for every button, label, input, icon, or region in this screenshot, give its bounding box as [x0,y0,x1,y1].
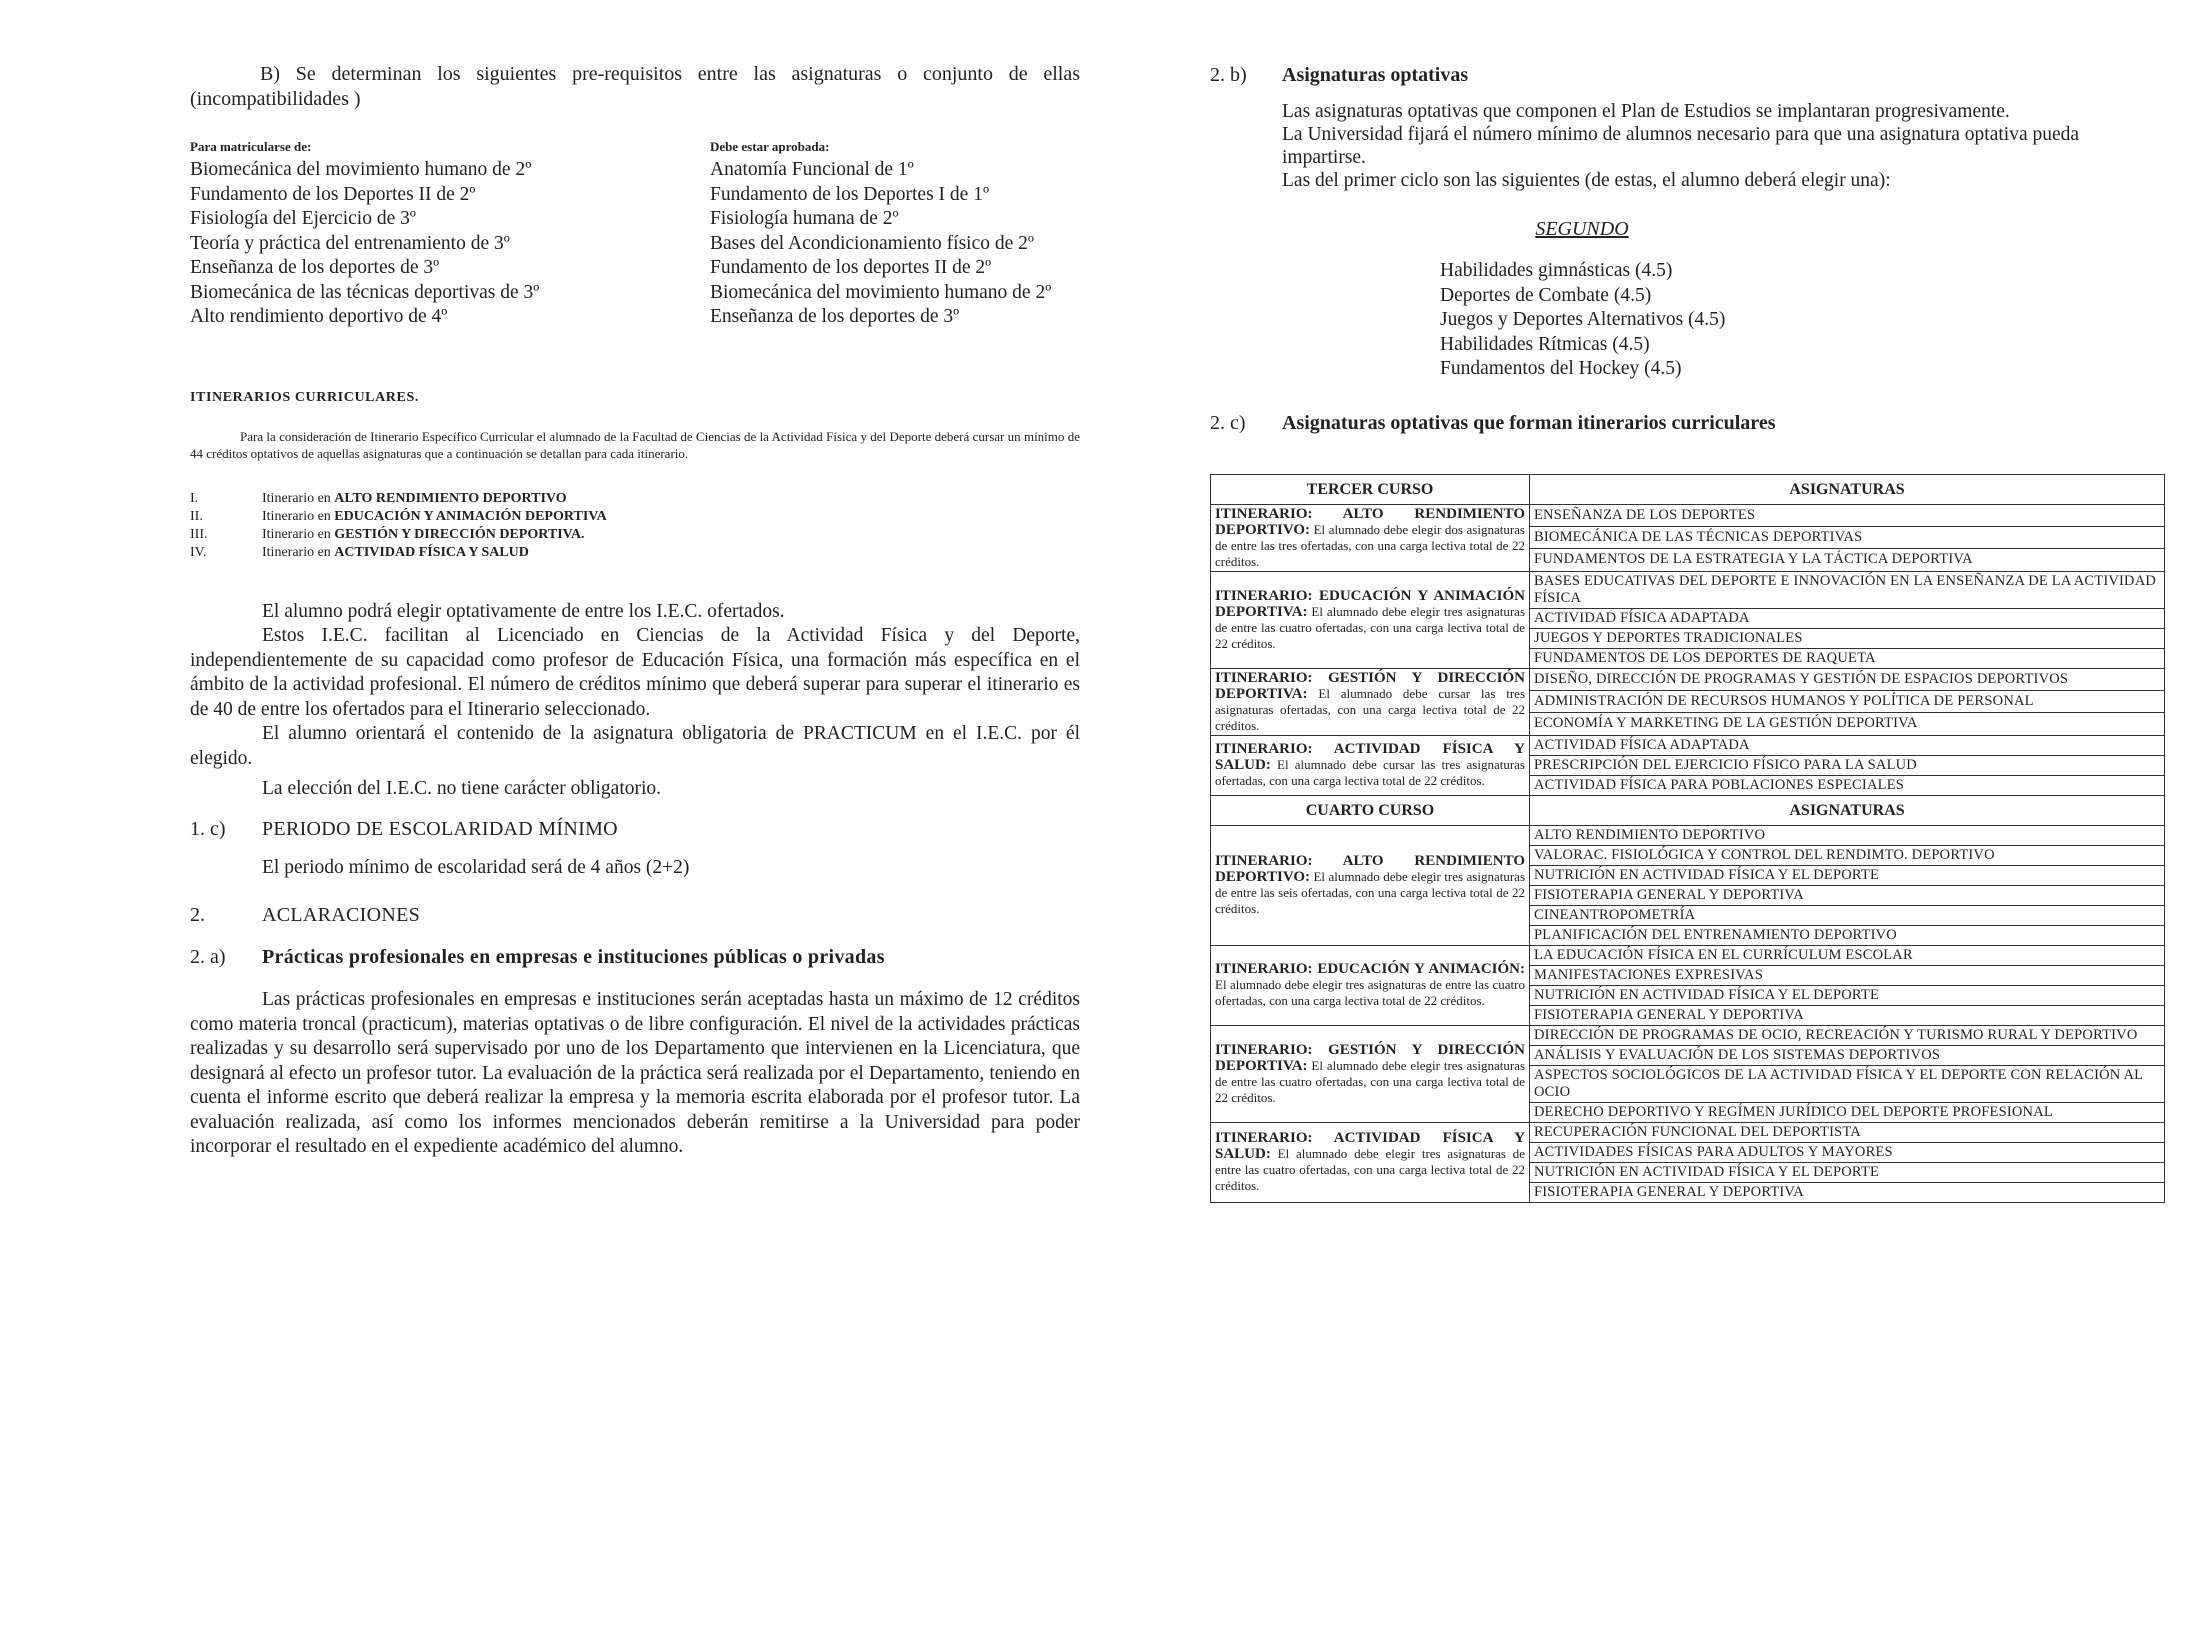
prereq-enroll-list [190,158,710,330]
subject-cell: NUTRICIÓN EN ACTIVIDAD FÍSICA Y EL DEPORTE [1530,865,2165,885]
prereq-enroll-item: Alto rendimiento deportivo de 4º [190,306,448,327]
subject-cell: DIRECCIÓN DE PROGRAMAS DE OCIO, RECREACIÓN Y TURISMO RURAL Y DEPORTIVO [1530,1025,2165,1045]
paragraph-practicum: El alumno orientará el contenido de la asignatura obligatoria de PRACTICUM en el I.E.C. por él elegido. [190,723,1080,769]
itinerary-label: ITINERARIO: EDUCACIÓN Y ANIMACIÓN DEPORTIVA: [1215,587,1525,620]
optativas-paragraphs [1210,100,2165,192]
subject-cell: ADMINISTRACIÓN DE RECURSOS HUMANOS Y POLÍTICA DE PERSONAL [1530,690,2165,712]
paragraph-practicas: Las prácticas profesionales en empresas e instituciones serán aceptadas hasta un máximo de 12 créditos como materia troncal (practicum), materias optativas o de libre configuración. El nivel de la actividades prácticas realizadas y su desarrollo será supervisado por uno de los Departamento que intervienen en la Licenciatura, que designará al efecto un profesor tutor. La evaluación de la práctica será realizada por el Departamento, teniendo en cuenta el informe escrito que deberá realizar la empresa y la memoria escrita elaborada por el profesor tutor. La evaluación realizada, así como los informes mencionados deberán remitirse a la Universidad para poder incorporar el resultado en el expediente académico del alumno. [190,989,1080,1157]
section-2c-heading [1210,410,2165,436]
prereq-header-enroll: Para matricularse de: [190,139,312,154]
section-number: 2. b) [1210,64,1247,86]
subject-cell: ASPECTOS SOCIOLÓGICOS DE LA ACTIVIDAD FÍSICA Y EL DEPORTE CON RELACIÓN AL OCIO [1530,1065,2165,1102]
subject-cell: PLANIFICACIÓN DEL ENTRENAMIENTO DEPORTIVO [1530,925,2165,945]
course-header: TERCER CURSO [1211,474,1530,504]
prereq-enroll-item: Biomecánica de las técnicas deportivas de 3º [190,281,540,303]
prereq-enroll-item: Fisiología del Ejercicio de 3º [190,208,416,229]
table-row [1211,735,2165,755]
left-page [190,62,1080,1160]
paragraph-iec-purpose: Estos I.E.C. facilitan al Licenciado en Ciencias de la Actividad Física y del Deporte, independientemente de su capacidad como profesor de Educación Física, una formación más específica en el ámbito de la actividad profesional. El número de créditos mínimo que deberá superar para superar el itinerario es de 40 de entre los ofertados para el Itinerario seleccionado. [190,625,1080,720]
subject-cell: FISIOTERAPIA GENERAL Y DEPORTIVA [1530,1005,2165,1025]
subject-cell: ENSEÑANZA DE LOS DEPORTES [1530,504,2165,526]
itinerary-cell [1211,735,1530,795]
table-row [1211,825,2165,845]
section-label: Asignaturas optativas que forman itinerarios curriculares [1282,411,1776,434]
itinerary-cell [1211,504,1530,571]
subject-cell: MANIFESTACIONES EXPRESIVAS [1530,965,2165,985]
subject-cell: LA EDUCACIÓN FÍSICA EN EL CURRÍCULUM ESCOLAR [1530,945,2165,965]
paragraph-first-cycle: Las del primer ciclo son las siguientes (de estas, el alumno deberá elegir una): [1282,170,1891,191]
section-number: 2. [190,904,205,926]
itinerary-prefix: Itinerario en [262,526,335,542]
itinerary-cell [1211,571,1530,668]
section-label: Asignaturas optativas [1282,64,1469,86]
table-row [1211,571,2165,608]
table-row [1211,1122,2165,1142]
optativa-item: Habilidades gimnásticas (4.5) [1440,260,1673,281]
course-header: CUARTO CURSO [1211,795,1530,825]
itinerary-text [262,544,529,562]
subject-cell: ANÁLISIS Y EVALUACIÓN DE LOS SISTEMAS DEPORTIVOS [1530,1045,2165,1065]
subject-cell: PRESCRIPCIÓN DEL EJERCICIO FÍSICO PARA LA SALUD [1530,755,2165,775]
itinerary-prefix: Itinerario en [262,508,335,524]
subjects-header: ASIGNATURAS [1530,474,2165,504]
section-label: ACLARACIONES [262,904,421,926]
section-1c-heading [190,816,1080,842]
prereq-approved-item: Fundamento de los deportes II de 2º [710,257,992,278]
itinerary-requirement: El alumnado debe elegir tres asignaturas de entre las seis ofertadas, con una carga lectiva total de 22 créditos. [1215,869,1525,916]
subject-cell: DERECHO DEPORTIVO Y REGÍMEN JURÍDICO DEL DEPORTE PROFESIONAL [1530,1102,2165,1122]
section-label: PERIODO DE ESCOLARIDAD MÍNIMO [262,817,618,840]
prereq-approved-item: Anatomía Funcional de 1º [710,159,914,180]
itinerary-requirement: El alumnado debe elegir dos asignaturas de entre las tres ofertadas, con una carga lectiva total de 22 créditos. [1215,521,1525,569]
subject-cell: BASES EDUCATIVAS DEL DEPORTE E INNOVACIÓN EN LA ENSEÑANZA DE LA ACTIVIDAD FÍSICA [1530,571,2165,608]
itinerary-prefix: Itinerario en [262,544,335,560]
itinerary-list-item [190,508,1080,526]
itinerary-requirement: El alumnado debe elegir tres asignaturas de entre las cuatro ofertadas, con una carga lectiva total de 22 créditos. [1215,1057,1525,1105]
itinerary-name: ACTIVIDAD FÍSICA Y SALUD [334,544,529,560]
prereq-enroll-item: Biomecánica del movimiento humano de 2º [190,159,532,180]
segundo-heading: SEGUNDO [1535,218,1629,240]
itinerary-cell [1211,1122,1530,1202]
itinerary-label: ITINERARIO: ACTIVIDAD FÍSICA Y SALUD: [1215,741,1525,773]
prereq-approved-item: Bases del Acondicionamiento físico de 2º [710,232,1034,254]
itinerary-requirement: El alumnado debe elegir tres asignaturas de entre las cuatro ofertadas, con una carga lectiva total de 22 créditos. [1215,1146,1525,1193]
subject-cell: JUEGOS Y DEPORTES TRADICIONALES [1530,628,2165,648]
section-2-heading [190,902,1080,928]
prereq-approved-item: Enseñanza de los deportes de 3º [710,306,960,327]
subject-cell: ECONOMÍA Y MARKETING DE LA GESTIÓN DEPORTIVA [1530,713,2165,735]
section-number: 2. a) [190,946,226,968]
itinerary-name: GESTIÓN Y DIRECCIÓN DEPORTIVA. [334,526,585,542]
subject-cell: FISIOTERAPIA GENERAL Y DEPORTIVA [1530,1182,2165,1202]
itinerary-cell [1211,945,1530,1025]
prereq-enroll-item: Fundamento de los Deportes II de 2º [190,183,476,205]
table-row [1211,1025,2165,1045]
optativa-item: Fundamentos del Hockey (4.5) [1440,358,1682,379]
itinerary-label: ITINERARIO: ALTO RENDIMIENTO DEPORTIVO: [1215,505,1525,538]
right-page [1210,62,2165,1203]
subject-cell: FUNDAMENTOS DE LOS DEPORTES DE RAQUETA [1530,648,2165,668]
subject-cell: NUTRICIÓN EN ACTIVIDAD FÍSICA Y EL DEPORTE [1530,1162,2165,1182]
itinerary-list-item [190,526,1080,544]
paragraph-min-students: La Universidad fijará el número mínimo de alumnos necesario para que una asignatura optativa pueda impartirse. [1282,124,2080,168]
section-number: 1. c) [190,817,226,840]
section-2b-heading [1210,62,2165,88]
prereq-approved-list [710,158,1080,330]
subject-cell: NUTRICIÓN EN ACTIVIDAD FÍSICA Y EL DEPORTE [1530,985,2165,1005]
itineraries-list [190,490,1080,562]
itinerary-number: III. [190,526,208,542]
itinerary-list-item [190,544,1080,562]
optativa-item: Juegos y Deportes Alternativos (4.5) [1440,309,1726,330]
section-label: Prácticas profesionales en empresas e instituciones públicas o privadas [262,946,885,968]
itineraries-table [1210,474,2165,1203]
itinerary-label: ITINERARIO: ALTO RENDIMIENTO DEPORTIVO: [1215,853,1525,885]
subject-cell: CINEANTROPOMETRÍA [1530,905,2165,925]
section-2a-heading [190,944,1080,970]
itinerary-name: EDUCACIÓN Y ANIMACIÓN DEPORTIVA [334,508,607,524]
subject-cell: FUNDAMENTOS DE LA ESTRATEGIA Y LA TÁCTICA DEPORTIVA [1530,549,2165,571]
prereq-approved-item: Fisiología humana de 2º [710,208,899,229]
itinerary-list-item [190,490,1080,508]
itinerary-number: II. [190,508,203,524]
optativa-item: Habilidades Rítmicas (4.5) [1440,333,1650,355]
prereq-table [190,138,1080,330]
prereq-approved-item: Fundamento de los Deportes I de 1º [710,183,989,205]
prereq-intro: B) Se determinan los siguientes pre-requisitos entre las asignaturas o conjunto de ellas (incompatibilidades ) [190,63,1080,110]
itinerary-requirement: El alumnado debe elegir tres asignaturas de entre las cuatro ofertadas, con una carga lectiva total de 22 créditos. [1215,603,1525,651]
paragraph-progressive: Las asignaturas optativas que componen el Plan de Estudios se implantaran progresivamente. [1282,101,2010,122]
subject-cell: ACTIVIDAD FÍSICA PARA POBLACIONES ESPECIALES [1530,775,2165,795]
itineraries-description: Para la consideración de Itinerario Específico Curricular el alumnado de la Facultad de Ciencias de la Actividad Física y del Deporte deberá cursar un mínimo de 44 créditos optativos de aquellas asignaturas que a continuación se detallan para cada itinerario. [190,428,1080,461]
itinerary-name: ALTO RENDIMIENTO DEPORTIVO [334,490,567,506]
itinerary-number: I. [190,490,199,506]
table-header-row [1211,795,2165,825]
table-header-row [1211,474,2165,504]
prereq-enroll-item: Teoría y práctica del entrenamiento de 3º [190,232,510,254]
table-row [1211,504,2165,526]
prereq-column-approved [710,138,1080,330]
subject-cell: ALTO RENDIMIENTO DEPORTIVO [1530,825,2165,845]
subject-cell: FISIOTERAPIA GENERAL Y DEPORTIVA [1530,885,2165,905]
subject-cell: ACTIVIDAD FÍSICA ADAPTADA [1530,608,2165,628]
itinerary-cell [1211,1025,1530,1122]
itinerary-prefix: Itinerario en [262,490,335,506]
itinerary-cell [1211,668,1530,735]
table-row [1211,668,2165,690]
itinerary-label: ITINERARIO: GESTIÓN Y DIRECCIÓN DEPORTIVA: [1215,669,1525,702]
subject-cell: VALORAC. FISIOLÓGICA Y CONTROL DEL RENDIMTO. DEPORTIVO [1530,845,2165,865]
itineraries-title: ITINERARIOS CURRICULARES. [190,389,419,405]
subject-cell: ACTIVIDADES FÍSICAS PARA ADULTOS Y MAYORES [1530,1142,2165,1162]
subjects-header: ASIGNATURAS [1530,795,2165,825]
itinerary-requirement: El alumnado debe cursar las tres asignaturas ofertadas, con una carga lectiva total de 22 créditos. [1215,757,1525,788]
itinerary-label: ITINERARIO: ACTIVIDAD FÍSICA Y SALUD: [1215,1130,1525,1162]
prereq-column-enroll [190,138,710,330]
iec-paragraphs [190,600,1080,802]
paragraph-iec-optional: La elección del I.E.C. no tiene carácter obligatorio. [262,778,662,799]
subject-cell: RECUPERACIÓN FUNCIONAL DEL DEPORTISTA [1530,1122,2165,1142]
optativas-list [1440,259,2165,382]
subject-cell: BIOMECÁNICA DE LAS TÉCNICAS DEPORTIVAS [1530,526,2165,548]
itinerary-label: ITINERARIO: EDUCACIÓN Y ANIMACIÓN: [1215,961,1525,977]
itinerary-requirement: El alumnado debe elegir tres asignaturas de entre las cuatro ofertadas, con una carga lectiva total de 22 créditos. [1215,977,1525,1008]
itinerary-text [262,490,567,508]
optativa-item: Deportes de Combate (4.5) [1440,284,1652,306]
paragraph-min-period: El periodo mínimo de escolaridad será de 4 años (2+2) [262,856,690,878]
section-number: 2. c) [1210,411,1246,434]
prereq-enroll-item: Enseñanza de los deportes de 3º [190,257,440,278]
itinerary-label: ITINERARIO: GESTIÓN Y DIRECCIÓN DEPORTIVA: [1215,1041,1525,1074]
itinerary-text [262,508,607,526]
subject-cell: DISEÑO, DIRECCIÓN DE PROGRAMAS Y GESTIÓN DE ESPACIOS DEPORTIVOS [1530,668,2165,690]
prereq-header-approved: Debe estar aprobada: [710,139,830,154]
paragraph-iec-choice: El alumno podrá elegir optativamente de entre los I.E.C. ofertados. [262,600,785,622]
itinerary-number: IV. [190,544,207,560]
subject-cell: ACTIVIDAD FÍSICA ADAPTADA [1530,735,2165,755]
itinerary-cell [1211,825,1530,945]
prereq-approved-item: Biomecánica del movimiento humano de 2º [710,281,1052,303]
itinerary-requirement: El alumnado debe cursar las tres asignaturas ofertadas, con una carga lectiva total de 22 créditos. [1215,685,1525,733]
itinerary-text [262,526,585,544]
table-row [1211,945,2165,965]
